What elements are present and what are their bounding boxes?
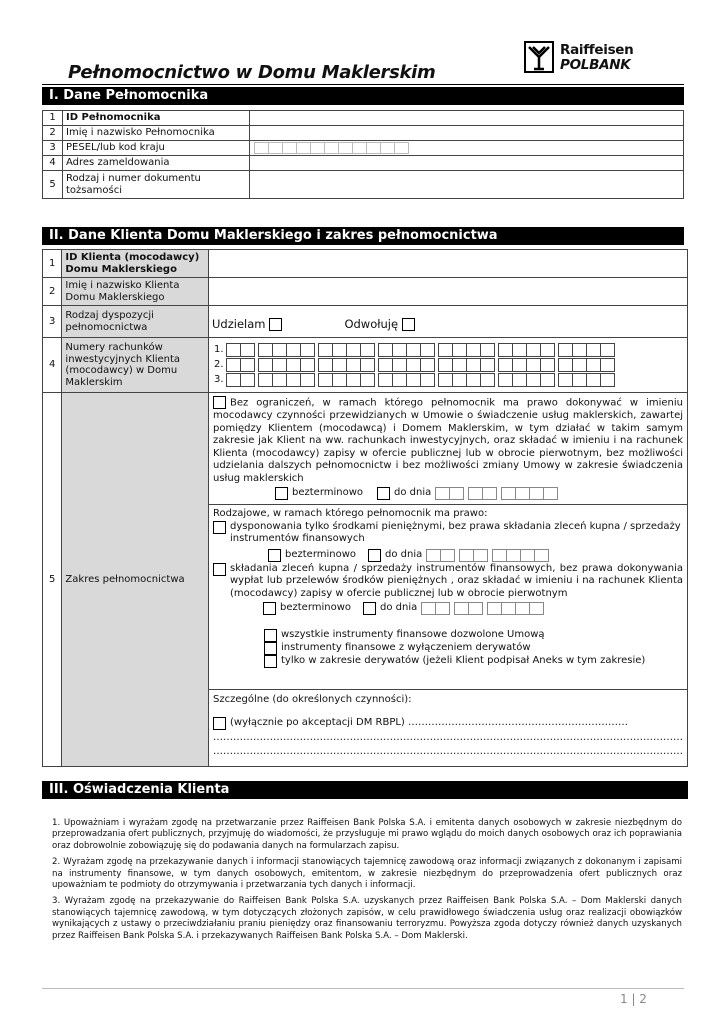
bank-logo <box>524 41 644 75</box>
indefinite-label: bezterminowo <box>285 548 357 560</box>
section-2-header: II. Dane Klienta Domu Maklerskiego i zakres pełnomocnictwa <box>42 227 684 245</box>
grant-label: Udzielam <box>212 317 266 331</box>
row-number: 2 <box>43 126 63 141</box>
special-item-text: (wyłącznie po akceptacji DM RBPL) ………………………………………………………… <box>230 716 629 728</box>
agent-data-table <box>42 110 684 199</box>
generic-intro: Rodzajowe, w ramach którego pełnomocnik ma prawo: <box>213 508 488 519</box>
cash-only-text: dysponowania tylko środkami pieniężnymi, bez prawa składania zleceń kupna / sprzedaży instrumentów finansowych <box>230 520 681 544</box>
row-label: Rodzaj dyspozycji pełnomocnictwa <box>62 306 209 338</box>
row-number: 3 <box>43 306 62 338</box>
scope-special-block <box>209 690 687 759</box>
section-3-header: III. Oświadczenia Klienta <box>42 781 688 799</box>
row-number: 4 <box>43 156 63 171</box>
row-label: Rodzaj i numer dokumentu tożsamości <box>63 171 250 199</box>
table-row <box>43 306 688 338</box>
table-row <box>43 278 688 306</box>
row-number: 1 <box>43 111 63 126</box>
grant-checkbox[interactable] <box>269 318 282 331</box>
table-row <box>43 338 688 393</box>
client-data-table <box>42 249 688 767</box>
page-number: 1 | 2 <box>620 992 647 1006</box>
unlimited-text: Bez ograniczeń, w ramach którego pełnomocnik ma prawo dokonywać w imieniu mocodawcy czynności przewidzianych w Umowie o świadczenie usług maklerskich, zawartej pomiędzy Klientem (mocodawcą) i Domem Maklerskim, w tym działać w takim samym zakresie jak Klient na ww. rachunkach inwestycyjnych, oraz składać w imieniu i na rachunek Klienta (mocodawcy) zapisy w ofercie publicznej lub w obrocie pierwotnym, bez możliwości udzielania dalszych pełnomocnictw i bez możliwości zmiany Umowy w zakresie świadczenia usług maklerskich <box>213 397 683 484</box>
row-number: 5 <box>43 393 62 767</box>
row-number: 3 <box>43 141 63 156</box>
table-row <box>43 250 688 278</box>
all-instruments-checkbox[interactable] <box>264 629 277 642</box>
unlimited-indefinite-checkbox[interactable] <box>275 487 288 500</box>
scope-generic-block <box>209 505 687 690</box>
row-number: 2 <box>43 278 62 306</box>
row-label: Zakres pełnomocnictwa <box>62 393 209 767</box>
table-row <box>43 126 684 141</box>
footer-divider <box>42 988 684 989</box>
table-row <box>43 393 688 767</box>
special-dotted-line[interactable]: …………………………………………………………………………………………………………………………… <box>213 731 683 743</box>
agent-id-field[interactable] <box>250 111 684 126</box>
scope-unlimited-block <box>209 393 687 505</box>
declaration-paragraph: 2. Wyrażam zgodę na przekazywanie danych i informacji stanowiących tajemnicę zawodową oraz informacji związanych z dokonanym i zapisami na instrumenty finansowe, w tym danych osobowych, emitentom, w zakresie niezbędnym do przeprowadzenia ofert publicznych oraz upoważniam te podmioty do otrzymywania i przetwarzania tych danych i informacji. <box>52 857 682 891</box>
account-row-1[interactable]: 1. <box>214 343 684 358</box>
row-label: Imię i nazwisko Klienta Domu Maklerskiego <box>62 278 209 306</box>
account-row-2[interactable]: 2. <box>214 358 684 373</box>
declaration-paragraph: 3. Wyrażam zgodę na przekazywanie do Raiffeisen Bank Polska S.A. uzyskanych przez Raiffeisen Bank Polska S.A. – Dom Maklerski danych stanowiących tajemnicę zawodową, w tym dotyczących złożonych zapisów, w celu prawidłowego świadczenia usług oraz realizacji obowiązków wynikających z ustawy o przeciwdziałaniu praniu pieniędzy oraz finansowaniu terroryzmu. Powyższa zgoda dotyczy również danych uzyskanych przez Raiffeisen Bank Polska S.A. i przekazywanych Raiffeisen Bank Polska S.A. – Dom Maklerski. <box>52 896 682 941</box>
client-name-field[interactable] <box>209 278 688 306</box>
row-number: 4 <box>43 338 62 393</box>
gable-cross-icon <box>524 41 554 73</box>
special-dotted-line[interactable]: …………………………………………………………………………………………………………………………… <box>213 746 683 757</box>
agent-name-field[interactable] <box>250 126 684 141</box>
client-declarations <box>52 818 682 947</box>
derivatives-only-checkbox[interactable] <box>264 655 277 668</box>
special-label: Szczególne (do określonych czynności): <box>213 694 412 705</box>
indefinite-label: bezterminowo <box>280 602 352 614</box>
revoke-checkbox[interactable] <box>402 318 415 331</box>
instrument-option: instrumenty finansowe z wyłączeniem derywatów <box>281 642 531 654</box>
declaration-paragraph: 1. Upoważniam i wyrażam zgodę na przetwarzanie przez Raiffeisen Bank Polska S.A. i emitenta danych osobowych w zakresie niezbędnym do przeprowadzania ofert publicznych, przyjmuję do wiadomości, że przysługuje mi prawo wglądu do moich danych osobowych oraz ich poprawiania oraz dobrowolnie zobowiązuję się do podawania danych na formularzach zapisu. <box>52 818 682 851</box>
row-number: 1 <box>43 250 62 278</box>
indefinite-label: bezterminowo <box>292 487 364 499</box>
row-label: Adres zameldowania <box>63 156 250 171</box>
section-1-header: I. Dane Pełnomocnika <box>42 87 684 105</box>
table-row <box>43 111 684 126</box>
row-label: ID Pełnomocnika <box>63 111 250 126</box>
cash-until-checkbox[interactable] <box>368 549 381 562</box>
table-row <box>43 156 684 171</box>
row-label: ID Klienta (mocodawcy) Domu Maklerskiego <box>62 250 209 278</box>
account-row-3[interactable]: 3. <box>214 373 684 388</box>
disposition-type-cell <box>209 306 688 338</box>
cash-indefinite-checkbox[interactable] <box>268 549 281 562</box>
until-label: do dnia <box>394 487 432 499</box>
logo-text-raiffeisen: Raiffeisen <box>560 42 634 58</box>
row-label: PESEL/lub kod kraju <box>63 141 250 156</box>
orders-text: składania zleceń kupna / sprzedaży instrumentów finansowych, bez prawa dokonywania wypłat lub przelewów środków pieniężnych , oraz składać w imieniu i na rachunek Klienta (mocodawcy) zapisy w ofercie publicznej lub w obrocie pierwotnym <box>230 562 683 599</box>
orders-date-field[interactable] <box>421 602 543 615</box>
id-document-field[interactable] <box>250 171 684 199</box>
until-label: do dnia <box>385 548 423 560</box>
row-label: Numery rachunków inwestycyjnych Klienta (mocodawcy) w Domu Maklerskim <box>62 338 209 393</box>
instrument-option: tylko w zakresie derywatów (jeżeli Klient podpisał Aneks w tym zakresie) <box>281 655 646 667</box>
row-label: Imię i nazwisko Pełnomocnika <box>63 126 250 141</box>
client-id-field[interactable] <box>209 250 688 278</box>
accounts-cell <box>209 338 688 393</box>
row-number: 5 <box>43 171 63 199</box>
title-divider <box>42 84 684 85</box>
table-row <box>43 171 684 199</box>
table-row <box>43 141 684 156</box>
address-field[interactable] <box>250 156 684 171</box>
cash-date-field[interactable] <box>426 549 548 562</box>
unlimited-date-field[interactable] <box>435 487 557 500</box>
unlimited-checkbox[interactable] <box>213 396 226 409</box>
no-derivatives-checkbox[interactable] <box>264 642 277 655</box>
pesel-field[interactable] <box>250 141 684 156</box>
instrument-option: wszystkie instrumenty finansowe dozwolone Umową <box>281 629 545 641</box>
revoke-label: Odwołuję <box>344 317 399 331</box>
scope-cell <box>209 393 688 767</box>
orders-checkbox[interactable] <box>213 563 226 576</box>
orders-indefinite-checkbox[interactable] <box>263 602 276 615</box>
logo-text-polbank: POLBANK <box>560 57 631 73</box>
page-title: Pełnomocnictwo w Domu Maklerskim <box>68 62 436 83</box>
cash-only-checkbox[interactable] <box>213 521 226 534</box>
special-checkbox[interactable] <box>213 717 226 730</box>
until-label: do dnia <box>380 602 418 614</box>
unlimited-until-checkbox[interactable] <box>377 487 390 500</box>
orders-until-checkbox[interactable] <box>363 602 376 615</box>
